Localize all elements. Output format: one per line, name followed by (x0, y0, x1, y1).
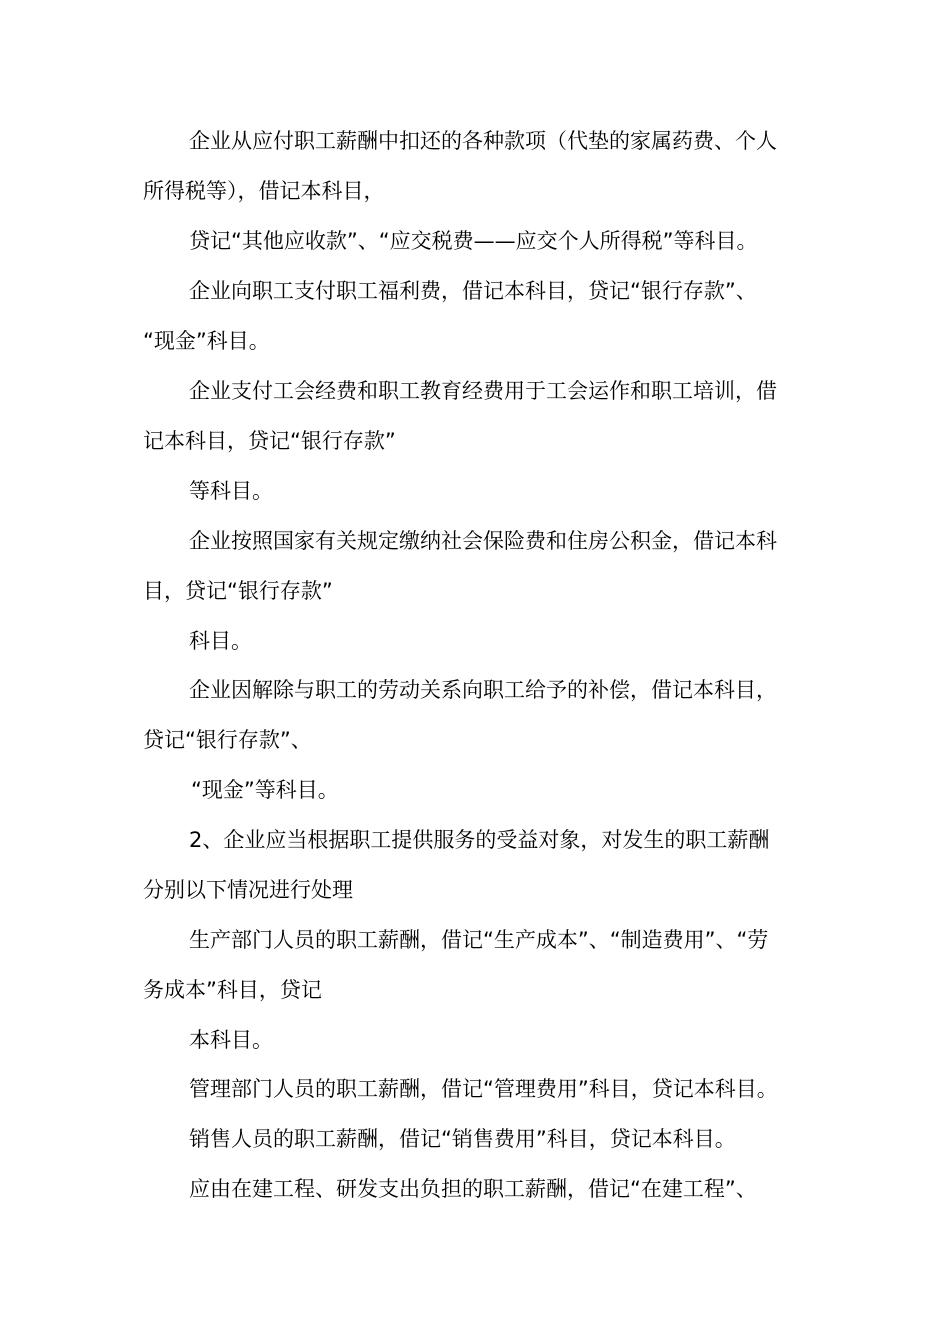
text-line-11: 科目。 (189, 629, 252, 653)
text-line-9: 企业按照国家有关规定缴纳社会保险费和住房公积金，借记本科 (189, 529, 777, 553)
text-line-12: 企业因解除与职工的劳动关系向职工给予的补偿，借记本科目， (189, 678, 777, 702)
text-line-15: 2、企业应当根据职工提供服务的受益对象，对发生的职工薪酬 (189, 828, 770, 852)
text-line-20: 管理部门人员的职工薪酬，借记“管理费用”科目，贷记本科目。 (189, 1077, 778, 1101)
text-line-2: 所得税等），借记本科目， (143, 179, 385, 203)
text-line-6: 企业支付工会经费和职工教育经费用于工会运作和职工培训，借 (189, 379, 777, 403)
text-line-10: 目，贷记“银行存款” (143, 579, 333, 603)
text-line-17: 生产部门人员的职工薪酬，借记“生产成本”、“制造费用”、“劳 (189, 928, 769, 952)
text-line-4: 企业向职工支付职工福利费，借记本科目，贷记“银行存款”、 (189, 279, 757, 303)
text-line-3: 贷记“其他应收款”、“应交税费——应交个人所得税”等科目。 (189, 229, 758, 253)
text-line-22: 应由在建工程、研发支出负担的职工薪酬，借记“在建工程”、 (189, 1177, 757, 1201)
text-line-16: 分别以下情况进行处理 (143, 878, 353, 902)
text-line-13: 贷记“银行存款”、 (143, 728, 312, 752)
text-line-19: 本科目。 (189, 1028, 273, 1052)
text-line-21: 销售人员的职工薪酬，借记“销售费用”科目，贷记本科目。 (189, 1127, 736, 1151)
text-line-7: 记本科目，贷记“银行存款” (143, 429, 396, 453)
text-line-1: 企业从应付职工薪酬中扣还的各种款项（代垫的家属药费、个人 (189, 129, 777, 153)
text-line-14: “现金”等科目。 (191, 778, 339, 802)
text-line-5: “现金”科目。 (143, 329, 270, 353)
text-line-8: 等科目。 (189, 479, 273, 503)
text-line-18: 务成本”科目，贷记 (143, 978, 322, 1002)
